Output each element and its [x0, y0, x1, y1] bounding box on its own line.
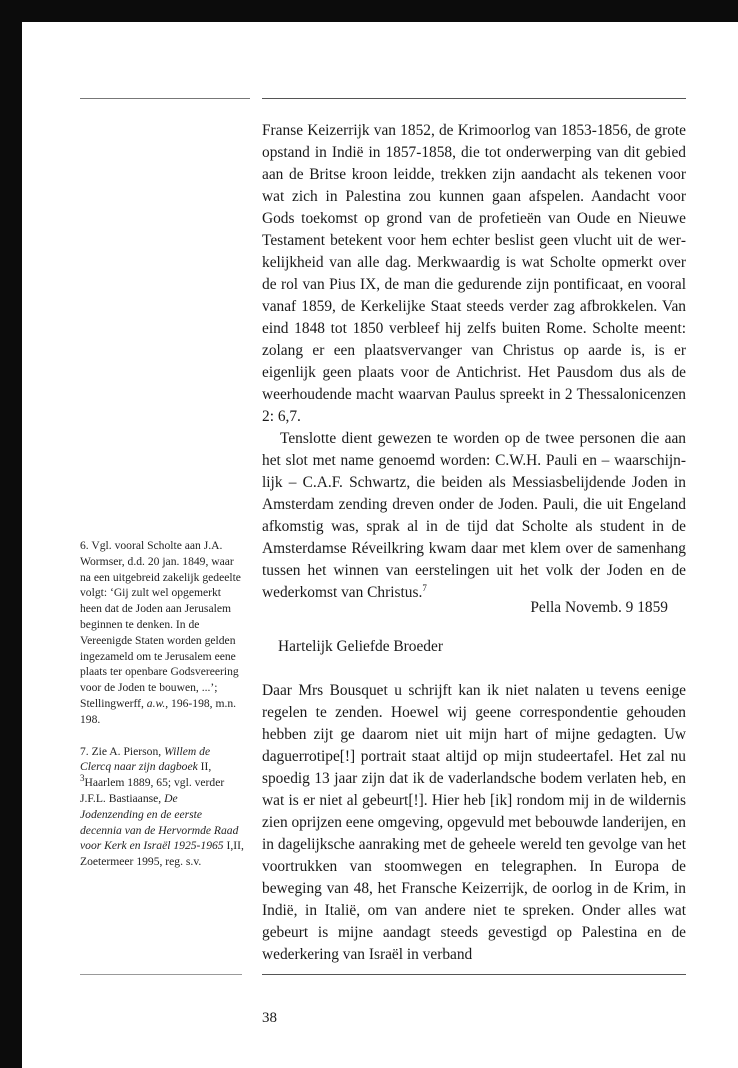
- scan-edge-top: [0, 0, 738, 22]
- footnote-6-tail-italic: a.w.: [146, 696, 166, 710]
- scan-edge-left: [0, 0, 22, 1068]
- paragraph-2: [262, 428, 686, 604]
- letter-salutation: Hartelijk Geliefde Broeder: [278, 638, 443, 655]
- footnote-7-sup: 3: [80, 773, 85, 784]
- header-rule: [262, 98, 686, 99]
- footnote-7-mid1: II,: [197, 760, 212, 774]
- main-text: [262, 120, 686, 604]
- footnote-7-title-2: De Jodenzending en de eerste decennia van de Hervormde Raad voor Kerk en Israël 1925-1965: [80, 791, 239, 853]
- letter-body: [262, 680, 686, 966]
- header-rule-left: [80, 98, 250, 99]
- footnote-6-tail-post: , 196-198, m.n. 198.: [80, 696, 237, 726]
- footnote-6: [80, 538, 244, 728]
- paragraph-1: Franse Keizerrijk van 1852, de Krimoorlog van 1853-1856, de grote opstand in Indië in 1857-1858, die tot onderwerping van dit gebied aan de Britse kroon leidde, trekken zijn aandacht als tekenen voor wat zich in Palestina zou kunnen gaan afspelen. Aandacht voor Gods toekomst op grond van de profetieën van Oude en Nieuwe Testament betekent voor hem echter beslist geen vlucht uit de werkelijkheid van alle dag. Merkwaardig is wat Scholte opmerkt over de rol van Pius IX, de man die gedurende zijn pontificaat, en vooral vanaf 1859, de Kerkelijke Staat steeds verder zag afbrokkelen. Van eind 1848 tot 1850 verbleef hij zelfs buiten Rome. Scholte meent: zolang er een plaatsvervanger van Christus op aarde is, is er eigenlijk geen plaats voor de Antichrist. Het Pausdom dus als de weerhoudende macht waarvan Paulus spreekt in 2 Thessalonicenzen 2: 6,7.: [262, 122, 686, 425]
- footnote-6-tail-pre: Stellingwerff,: [80, 696, 147, 710]
- page-number: 38: [262, 1010, 277, 1026]
- footnotes-column: [80, 538, 244, 886]
- footer-rule: [262, 974, 686, 975]
- footnote-ref-7: 7: [422, 582, 427, 593]
- footnote-7-pre: 7. Zie A. Pierson,: [80, 744, 165, 758]
- footnote-6-text: 6. Vgl. vooral Scholte aan J.A. Wormser, d.d. 20 jan. 1849, waar na een uitgebreid zakelijk gedeelte volgt: ‘Gij zult wel opgemerkt heen dat de Joden aan Jerusalem beginnen te denken. In de Vereenigde Staten worden gelden ingezameld om te Jerusalem eene plaats ter openbare Godsvereering voor de Joden te bouwen, ...’;: [80, 539, 241, 695]
- footnote-7-mid2: Haarlem 1889, 65; vgl. verder J.F.L. Bastiaanse,: [80, 776, 225, 805]
- footnote-7-post: I,II, Zoetermeer 1995, reg. s.v.: [80, 839, 244, 869]
- letter-paragraph: Daar Mrs Bousquet u schrijft kan ik niet nalaten u tevens eenige regelen te zenden. Hoewel wij geene correspondentie gehouden hebben zijt ge daarom niet uit mijn hart of mijne gedagten. Uw daguerrotipe[!] portrait staat altijd op mijn studeertafel. Het zal nu spoedig 13 jaar zijn dat ik de vaderlandsche bodem verlaten heb, en wat is er niet al gebeurt[!]. Hier heb [ik] rondom mij in de wildernis zien oprijzen eene omgeving, opgevuld met bebouwde landerijen, en in dagelijksche aanraking met de geheele wereld ten gevolge van het voortrukken van stoomwegen en telegraphen. In Europa de beweging van 48, het Fransche Keizerrijk, de oorlog in de Krim, in Indië, in Italië, om van andere niet te spreken. Onder alles wat gebeurt is mijne aandagt steeds gevestigd op Palestina en de wederkering van Israël in verband: [262, 682, 686, 963]
- footnotes-bottom-rule: [80, 974, 242, 975]
- footnote-7: [80, 744, 244, 870]
- paragraph-2-text: Tenslotte dient gewezen te worden op de twee personen die aan het slot met name genoemd worden: C.W.H. Pauli en – waarschijnlijk – C.A.F. Schwartz, die beiden als Messiasbelijdende Joden in Amsterdam zending dreven onder de Joden. Pauli, die uit Engeland afkomstig was, sprak al in de tijd dat Scholte als student in de Amsterdamse Réveilkring kwam daar met klem over de samenhang tussen het winnen van eerstelingen uit het volk der Joden en de wederkomst van Christus.: [262, 430, 686, 601]
- letter-dateline: Pella Novemb. 9 1859: [530, 599, 668, 616]
- footnote-7-title: Willem de Clercq naar zijn dagboek: [80, 744, 211, 774]
